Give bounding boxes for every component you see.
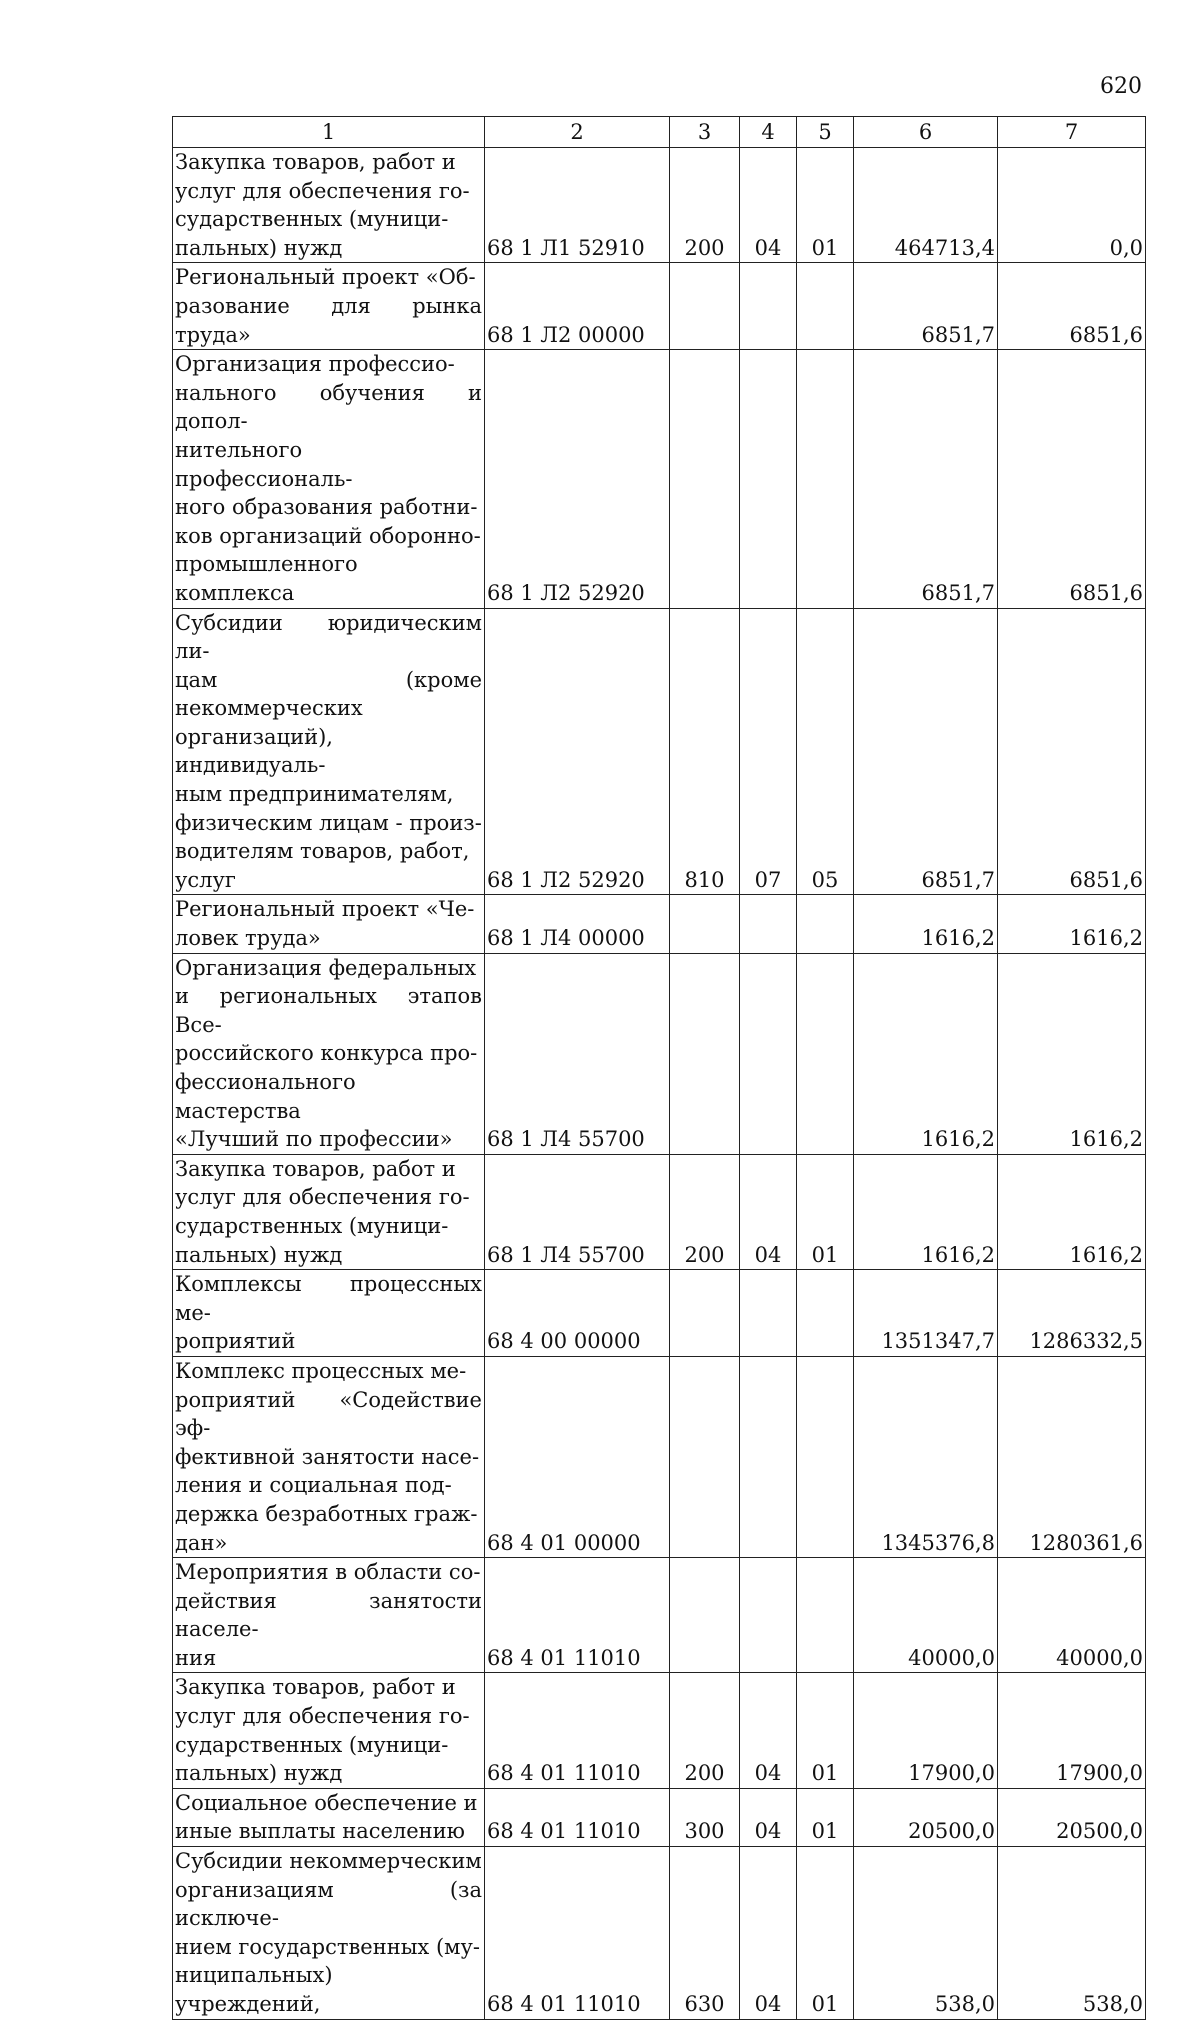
table-row	[173, 350, 1146, 608]
target-code-cell: 68 4 01 11010	[485, 1847, 670, 2020]
target-code-cell: 68 4 01 11010	[485, 1788, 670, 1846]
amount-cell: 1280361,6	[998, 1356, 1146, 1557]
table-row	[173, 1847, 1146, 2020]
amount-cell: 1616,2	[854, 953, 998, 1154]
amount-cell: 1616,2	[998, 953, 1146, 1154]
expense-type-cell	[670, 895, 740, 953]
subsection-cell	[797, 953, 854, 1154]
section-cell: 04	[740, 1788, 797, 1846]
target-code-cell: 68 1 Л4 55700	[485, 1154, 670, 1269]
subsection-cell: 01	[797, 1673, 854, 1788]
amount-cell: 6851,6	[998, 263, 1146, 350]
amount-cell: 0,0	[998, 148, 1146, 263]
table-row	[173, 1673, 1146, 1788]
subsection-cell	[797, 1356, 854, 1557]
row-name-cell: Организация федеральных и региональных этапов Все- российского конкурса про- фессионального мастерства «Лучший по профессии»	[173, 953, 485, 1154]
subsection-cell	[797, 1558, 854, 1673]
row-name-cell: Мероприятия в области со- действия занятости населе- ния	[173, 1558, 485, 1673]
subsection-cell: 01	[797, 148, 854, 263]
section-cell: 04	[740, 1847, 797, 2020]
table-row	[173, 1356, 1146, 1557]
subsection-cell: 01	[797, 1847, 854, 2020]
subsection-cell: 05	[797, 608, 854, 895]
subsection-cell	[797, 350, 854, 608]
column-header: 4	[740, 117, 797, 148]
expense-type-cell	[670, 953, 740, 1154]
row-name-cell: Закупка товаров, работ и услуг для обеспечения го- сударственных (муници- пальных) нужд	[173, 148, 485, 263]
section-cell	[740, 1356, 797, 1557]
section-cell	[740, 895, 797, 953]
section-cell	[740, 1558, 797, 1673]
amount-cell: 40000,0	[854, 1558, 998, 1673]
column-header: 1	[173, 117, 485, 148]
table-header-row	[173, 117, 1146, 148]
amount-cell: 17900,0	[998, 1673, 1146, 1788]
expense-type-cell	[670, 350, 740, 608]
amount-cell: 20500,0	[998, 1788, 1146, 1846]
table-row	[173, 608, 1146, 895]
amount-cell: 538,0	[854, 1847, 998, 2020]
row-name-cell: Субсидии юридическим ли- цам (кроме некоммерческих организаций), индивидуаль- ным предпринимателям, физическим лицам - произ- водителям товаров, работ, услуг	[173, 608, 485, 895]
amount-cell: 6851,7	[854, 608, 998, 895]
column-header: 2	[485, 117, 670, 148]
expense-type-cell: 630	[670, 1847, 740, 2020]
expense-type-cell: 200	[670, 1673, 740, 1788]
expense-type-cell: 300	[670, 1788, 740, 1846]
section-cell	[740, 263, 797, 350]
amount-cell: 6851,6	[998, 350, 1146, 608]
amount-cell: 1345376,8	[854, 1356, 998, 1557]
target-code-cell: 68 1 Л4 55700	[485, 953, 670, 1154]
target-code-cell: 68 1 Л2 52920	[485, 608, 670, 895]
row-name-cell: Социальное обеспечение и иные выплаты населению	[173, 1788, 485, 1846]
amount-cell: 1616,2	[998, 895, 1146, 953]
target-code-cell: 68 4 01 11010	[485, 1558, 670, 1673]
column-header: 3	[670, 117, 740, 148]
table-row	[173, 1270, 1146, 1357]
row-name-cell: Региональный проект «Об- разование для рынка труда»	[173, 263, 485, 350]
section-cell	[740, 953, 797, 1154]
target-code-cell: 68 1 Л2 52920	[485, 350, 670, 608]
subsection-cell: 01	[797, 1154, 854, 1269]
column-header: 5	[797, 117, 854, 148]
row-name-cell: Региональный проект «Че- ловек труда»	[173, 895, 485, 953]
expense-type-cell: 200	[670, 1154, 740, 1269]
target-code-cell: 68 4 00 00000	[485, 1270, 670, 1357]
row-name-cell: Комплексы процессных ме- роприятий	[173, 1270, 485, 1357]
section-cell: 04	[740, 148, 797, 263]
table-row	[173, 148, 1146, 263]
expense-type-cell: 810	[670, 608, 740, 895]
amount-cell: 464713,4	[854, 148, 998, 263]
target-code-cell: 68 1 Л1 52910	[485, 148, 670, 263]
subsection-cell: 01	[797, 1788, 854, 1846]
target-code-cell: 68 4 01 11010	[485, 1673, 670, 1788]
amount-cell: 20500,0	[854, 1788, 998, 1846]
amount-cell: 6851,7	[854, 350, 998, 608]
amount-cell: 1286332,5	[998, 1270, 1146, 1357]
amount-cell: 1616,2	[998, 1154, 1146, 1269]
section-cell: 04	[740, 1673, 797, 1788]
amount-cell: 17900,0	[854, 1673, 998, 1788]
row-name-cell: Закупка товаров, работ и услуг для обеспечения го- сударственных (муници- пальных) нужд	[173, 1673, 485, 1788]
table-row	[173, 263, 1146, 350]
row-name-cell: Субсидии некоммерческим организациям (за исключе- нием государственных (му- ниципальных) учреждений,	[173, 1847, 485, 2020]
amount-cell: 6851,7	[854, 263, 998, 350]
subsection-cell	[797, 895, 854, 953]
amount-cell: 1351347,7	[854, 1270, 998, 1357]
expense-type-cell	[670, 1558, 740, 1673]
row-name-cell: Закупка товаров, работ и услуг для обеспечения го- сударственных (муници- пальных) нужд	[173, 1154, 485, 1269]
page-number: 620	[1100, 74, 1142, 99]
section-cell: 07	[740, 608, 797, 895]
table-row	[173, 895, 1146, 953]
amount-cell: 1616,2	[854, 895, 998, 953]
target-code-cell: 68 1 Л4 00000	[485, 895, 670, 953]
row-name-cell: Организация профессио- нального обучения и допол- нительного профессиональ- ного образования работни- ков организаций оборонно- промышленного комплекса	[173, 350, 485, 608]
amount-cell: 538,0	[998, 1847, 1146, 2020]
target-code-cell: 68 4 01 00000	[485, 1356, 670, 1557]
row-name-cell: Комплекс процессных ме- роприятий «Содействие эф- фективной занятости насе- ления и социальная под- держка безработных граж- дан»	[173, 1356, 485, 1557]
table-row	[173, 1558, 1146, 1673]
expense-type-cell	[670, 263, 740, 350]
amount-cell: 40000,0	[998, 1558, 1146, 1673]
section-cell: 04	[740, 1154, 797, 1269]
table-row	[173, 1154, 1146, 1269]
section-cell	[740, 350, 797, 608]
table-row	[173, 953, 1146, 1154]
amount-cell: 6851,6	[998, 608, 1146, 895]
expense-type-cell	[670, 1270, 740, 1357]
expense-type-cell: 200	[670, 148, 740, 263]
amount-cell: 1616,2	[854, 1154, 998, 1269]
column-header: 7	[998, 117, 1146, 148]
budget-table	[172, 116, 1146, 2020]
subsection-cell	[797, 263, 854, 350]
subsection-cell	[797, 1270, 854, 1357]
table-row	[173, 1788, 1146, 1846]
expense-type-cell	[670, 1356, 740, 1557]
section-cell	[740, 1270, 797, 1357]
column-header: 6	[854, 117, 998, 148]
target-code-cell: 68 1 Л2 00000	[485, 263, 670, 350]
